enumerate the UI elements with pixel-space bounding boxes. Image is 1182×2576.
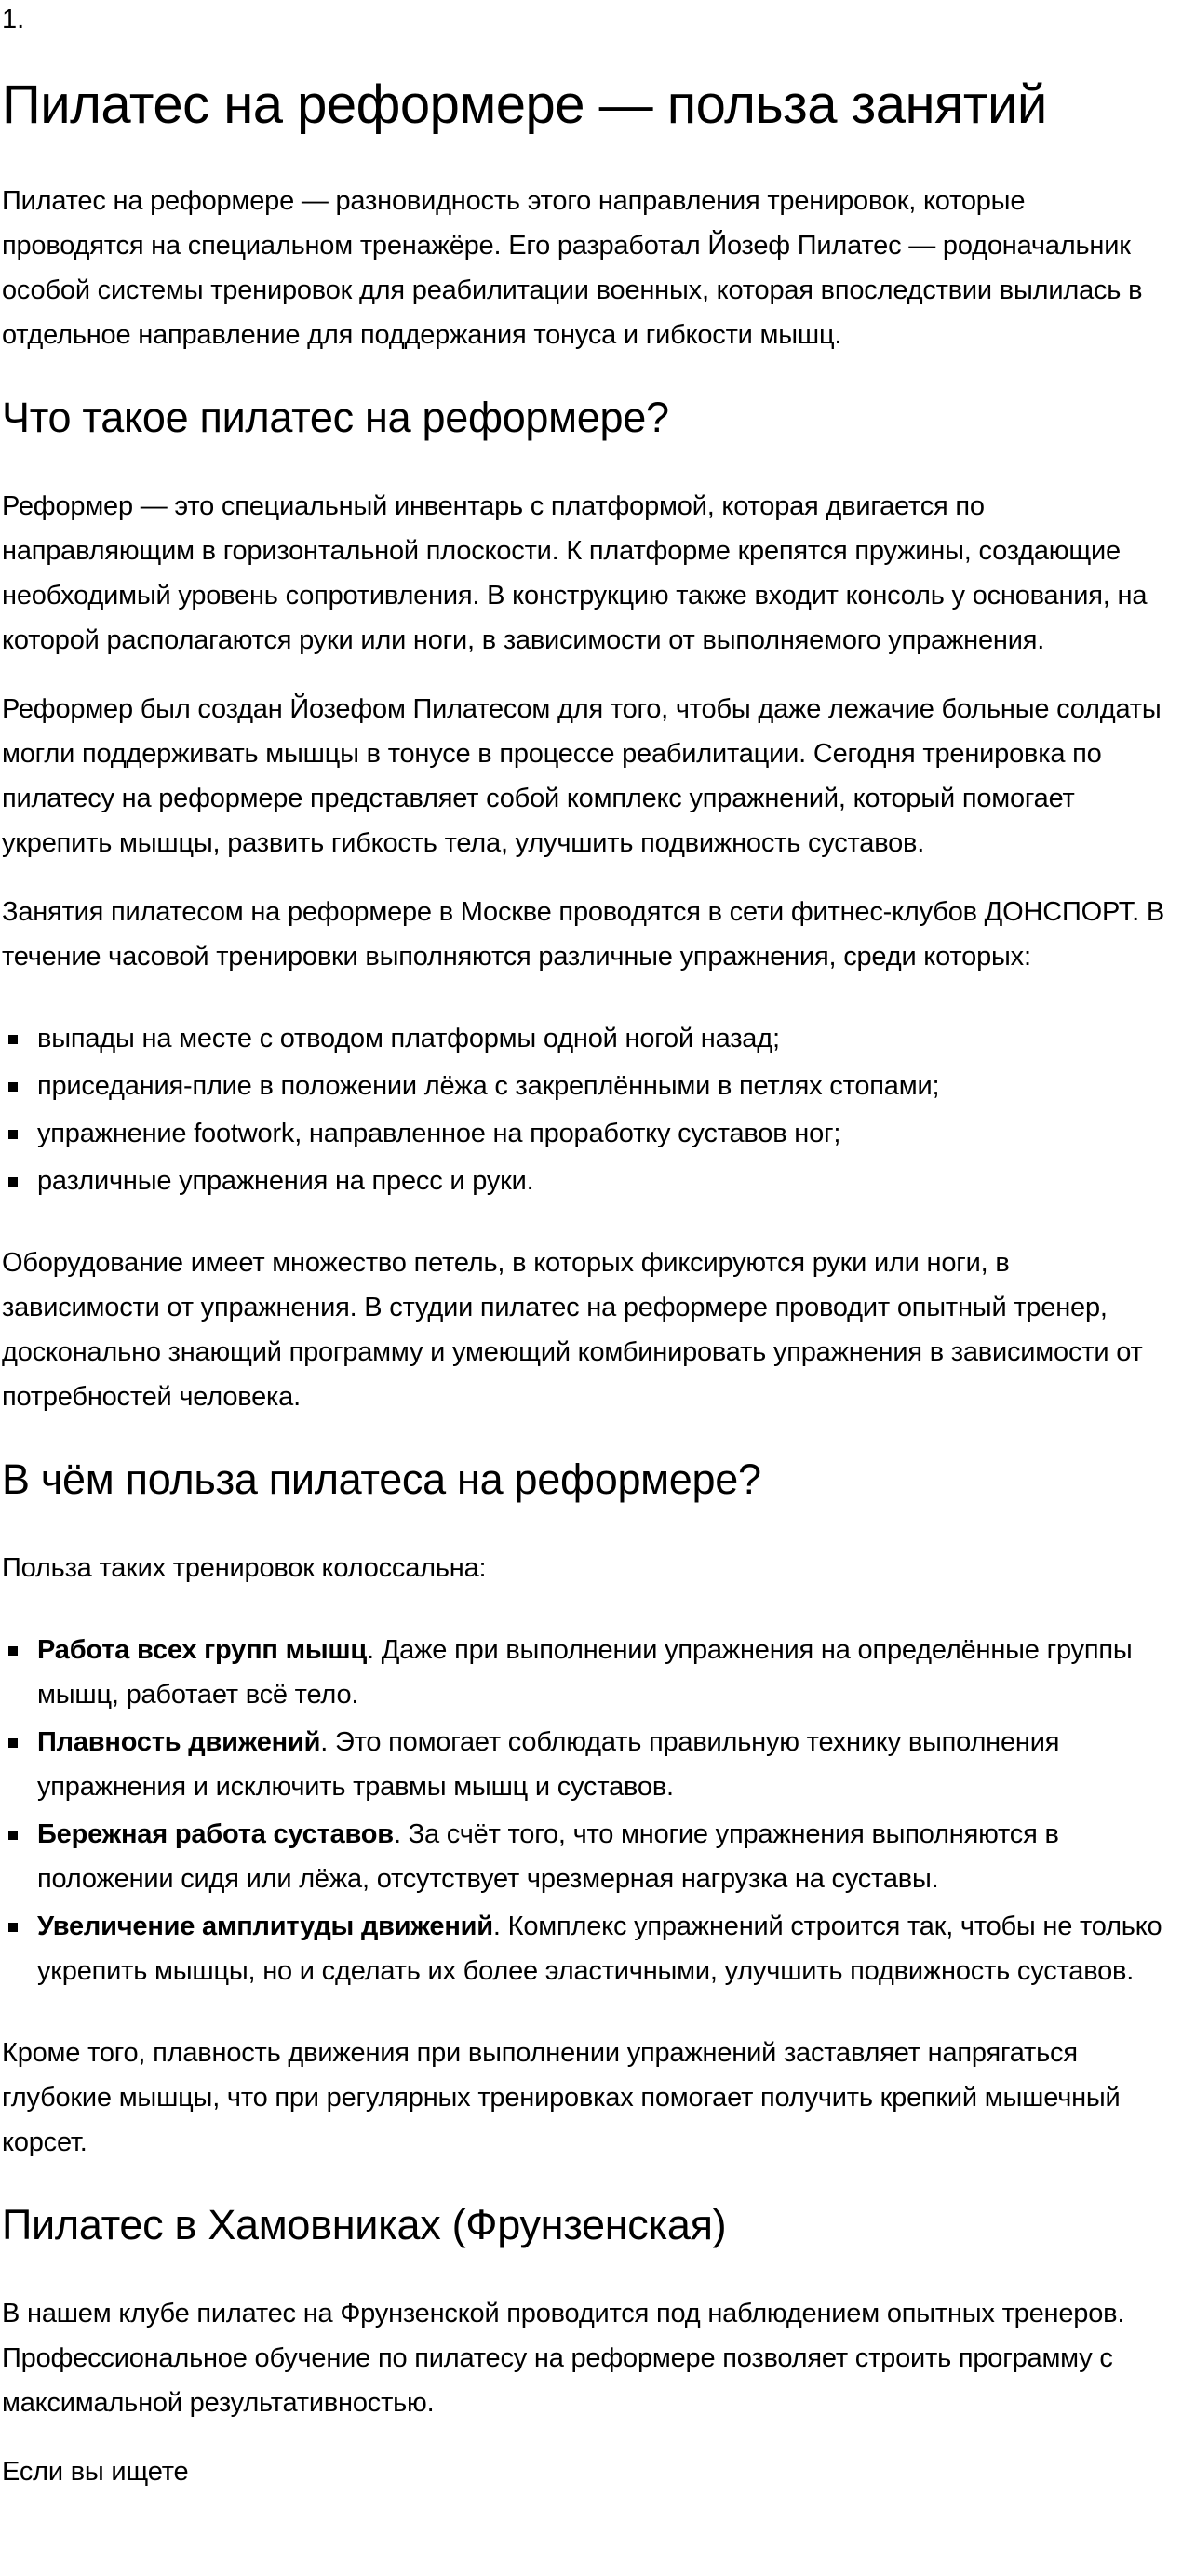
list-item <box>2 1111 1167 1156</box>
list-item <box>2 1159 1167 1203</box>
bullet-square-icon <box>8 1923 18 1932</box>
paragraph-donsport: Занятия пилатесом на реформере в Москве проводятся в сети фитнес-клубов ДОНСПОРТ. В течение часовой тренировки выполняются различные упражнения, среди которых: <box>2 897 1164 972</box>
intro-paragraph: Пилатес на реформере — разновидность этого направления тренировок, которые проводятся на специальном тренажёре. Его разработал Йозеф Пилатес — родоначальник особой системы тренировок для реабилитации военных, которая впоследствии вылилась в отдельное направление для поддержания тонуса и гибкости мышц. <box>2 186 1143 350</box>
bullet-square-icon <box>8 1738 18 1748</box>
benefit-term: Плавность движений <box>37 1727 321 1757</box>
list-item-text: выпады на месте с отводом платформы одной ногой назад; <box>37 1024 780 1053</box>
paragraph-muscle-corset: Кроме того, плавность движения при выполнении упражнений заставляет напрягаться глубокие мышцы, что при регулярных тренировках помогает получить крепкий мышечный корсет. <box>2 2038 1121 2157</box>
exercise-list <box>2 1016 1167 1203</box>
benefit-description: . Комплекс упражнений строится так, чтобы не только укрепить мышцы, но и сделать их более эластичными, улучшить подвижность суставов. <box>37 1912 1162 1986</box>
bullet-square-icon <box>8 1035 18 1044</box>
list-item <box>2 1016 1167 1061</box>
list-item-text: различные упражнения на пресс и руки. <box>37 1166 534 1196</box>
benefit-term: Работа всех групп мышц <box>37 1635 367 1665</box>
page-title: Пилатес на реформере — польза занятий <box>2 74 1047 135</box>
list-number-marker: 1. <box>2 5 25 34</box>
paragraph-reformer-history: Реформер был создан Йозефом Пилатесом для того, чтобы даже лежачие больные солдаты могли поддерживать мышцы в тонусе в процессе реабилитации. Сегодня тренировка по пилатесу на реформере представляет собой комплекс упражнений, который помогает укрепить мышцы, развить гибкость тела, улучшить подвижность суставов. <box>2 694 1162 858</box>
benefit-description: . За счёт того, что многие упражнения выполняются в положении сидя или лёжа, отсутствует чрезмерная нагрузка на суставы. <box>37 1819 1059 1894</box>
benefit-description: . Это помогает соблюдать правильную технику выполнения упражнения и исключить травмы мышц и суставов. <box>37 1727 1060 1802</box>
paragraph-club: В нашем клубе пилатес на Фрунзенской проводится под наблюдением опытных тренеров. Профессиональное обучение по пилатесу на реформере позволяет строить программу с максимальной результативностью. <box>2 2299 1125 2418</box>
list-item-text: упражнение footwork, направленное на проработку суставов ног; <box>37 1119 841 1148</box>
bullet-square-icon <box>8 1130 18 1139</box>
benefit-term: Увеличение амплитуды движений <box>37 1912 493 1941</box>
list-item <box>2 1904 1167 1993</box>
list-item-text: приседания-плие в положении лёжа с закреплёнными в петлях стопами; <box>37 1071 940 1101</box>
benefits-list <box>2 1628 1167 1993</box>
benefit-term: Бережная работа суставов <box>37 1819 394 1849</box>
section-heading-location: Пилатес в Хамовниках (Фрунзенская) <box>2 2201 727 2248</box>
section-heading-what: Что такое пилатес на реформере? <box>2 394 669 441</box>
list-item <box>2 1064 1167 1108</box>
section-heading-benefits: В чём польза пилатеса на реформере? <box>2 1456 761 1503</box>
bullet-square-icon <box>8 1177 18 1187</box>
bullet-square-icon <box>8 1082 18 1092</box>
bullet-square-icon <box>8 1646 18 1656</box>
list-item <box>2 1812 1167 1901</box>
benefit-description: . Даже при выполнении упражнения на определённые группы мышц, работает всё тело. <box>37 1635 1133 1710</box>
list-item <box>2 1628 1167 1717</box>
bullet-square-icon <box>8 1831 18 1840</box>
paragraph-reformer-description: Реформер — это специальный инвентарь с платформой, которая двигается по направляющим в горизонтальной плоскости. К платформе крепятся пружины, создающие необходимый уровень сопротивления. В конструкцию также входит консоль у основания, на которой располагаются руки или ноги, в зависимости от выполняемого упражнения. <box>2 491 1148 655</box>
paragraph-equipment: Оборудование имеет множество петель, в которых фиксируются руки или ноги, в зависимости от упражнения. В студии пилатес на реформере проводит опытный тренер, досконально знающий программу и умеющий комбинировать упражнения в зависимости от потребностей человека. <box>2 1248 1143 1412</box>
list-item <box>2 1720 1167 1809</box>
paragraph-benefits-lead-in: Польза таких тренировок колоссальна: <box>2 1553 487 1583</box>
paragraph-truncated: Если вы ищете <box>2 2457 189 2487</box>
